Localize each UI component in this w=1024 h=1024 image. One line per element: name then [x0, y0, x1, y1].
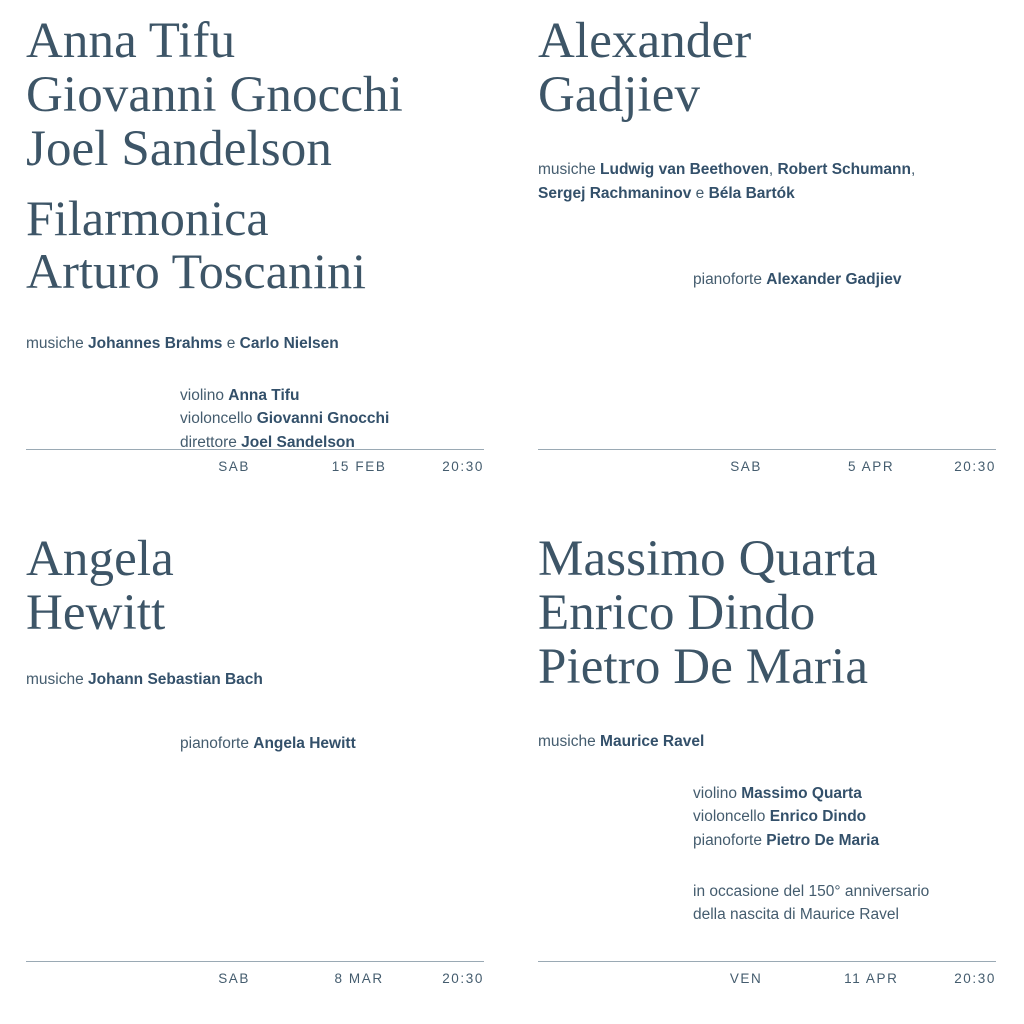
performer-role: violoncello [693, 808, 770, 826]
concert-footer-1 [26, 449, 484, 474]
note-line: in occasione del 150° anniversario [693, 882, 930, 900]
composers-names: Ludwig van Beethoven, Robert Schumann, Sergej Rachmaninov e Béla Bartók [538, 161, 916, 203]
musiche-label: musiche [538, 161, 601, 179]
concert-title-3 [26, 532, 484, 640]
composers-line-4 [538, 730, 996, 754]
composers-names: Johann Sebastian Bach [88, 671, 263, 689]
performer-name: Massimo Quarta [741, 785, 862, 803]
divider [538, 449, 996, 450]
musiche-label: musiche [26, 671, 89, 689]
composers-line-3 [26, 668, 484, 692]
title-line: Gadjiev [538, 67, 701, 124]
concert-title-2 [538, 14, 996, 122]
concert-footer-3 [26, 961, 484, 986]
performer-name: Joel Sandelson [241, 433, 355, 451]
concert-footer-4 [538, 961, 996, 986]
composers-line-2 [538, 158, 958, 206]
concert-ensemble-1 [26, 192, 484, 298]
performer-row [693, 268, 996, 291]
date-value: 5 APR [847, 459, 895, 474]
title-line: Alexander [538, 13, 752, 69]
performer-row [693, 829, 996, 852]
title-line: Giovanni Gnocchi [26, 67, 403, 124]
performer-name: Angela Hewitt [253, 735, 356, 753]
title-line: Arturo Toscanini [26, 243, 367, 300]
title-line: Joel Sandelson [26, 121, 332, 178]
performer-name: Pietro De Maria [766, 831, 880, 849]
performers-list-4 [693, 782, 996, 852]
concert-title-1 [26, 14, 484, 176]
title-line: Pietro De Maria [538, 639, 869, 696]
performer-row [180, 732, 484, 755]
performer-row [693, 782, 996, 805]
performer-name: Alexander Gadjiev [766, 271, 902, 289]
performer-name: Giovanni Gnocchi [256, 410, 390, 428]
date-day: VEN [729, 971, 763, 986]
anniversary-note-4 [693, 880, 996, 927]
performer-role: pianoforte [693, 831, 767, 849]
performers-list-3 [180, 732, 484, 755]
concert-card-1[interactable] [0, 0, 512, 512]
title-line: Enrico Dindo [538, 585, 816, 642]
dateline-2 [538, 459, 996, 474]
date-time: 20:30 [442, 459, 484, 474]
concert-card-2[interactable] [512, 0, 1024, 512]
performer-role: violoncello [180, 410, 257, 428]
divider [26, 449, 484, 450]
title-line: Anna Tifu [26, 13, 236, 69]
performer-role: direttore [180, 433, 242, 451]
date-time: 20:30 [954, 971, 996, 986]
date-time: 20:30 [954, 459, 996, 474]
title-line: Angela [26, 531, 174, 587]
performer-role: pianoforte [180, 735, 254, 753]
divider [538, 961, 996, 962]
date-time: 20:30 [442, 971, 484, 986]
musiche-label: musiche [26, 335, 89, 353]
dateline-4 [538, 971, 996, 986]
composers-names: Maurice Ravel [600, 733, 705, 751]
title-line: Filarmonica [26, 190, 269, 247]
concert-card-3[interactable] [0, 512, 512, 1024]
dateline-3 [26, 971, 484, 986]
performer-row [180, 384, 484, 407]
date-value: 15 FEB [331, 459, 387, 474]
dateline-1 [26, 459, 484, 474]
performers-list-2 [693, 268, 996, 291]
performer-role: violino [693, 785, 742, 803]
performer-role: violino [180, 387, 229, 405]
date-day: SAB [218, 459, 251, 474]
title-line: Massimo Quarta [538, 531, 878, 587]
performer-name: Anna Tifu [228, 387, 300, 405]
date-day: SAB [218, 971, 251, 986]
performers-list-1 [180, 384, 484, 454]
performer-row [180, 407, 484, 430]
performer-role: pianoforte [693, 271, 767, 289]
concert-title-4 [538, 532, 996, 694]
date-day: SAB [730, 459, 763, 474]
note-line: della nascita di Maurice Ravel [693, 906, 899, 924]
date-value: 11 APR [844, 971, 899, 986]
title-line: Hewitt [26, 585, 166, 642]
composers-line-1 [26, 332, 484, 356]
composers-names: Johannes Brahms e Carlo Nielsen [88, 335, 339, 353]
musiche-label: musiche [538, 733, 601, 751]
performer-name: Enrico Dindo [769, 808, 867, 826]
performer-row [693, 805, 996, 828]
date-value: 8 MAR [334, 971, 384, 986]
concert-footer-2 [538, 449, 996, 474]
concert-card-4[interactable] [512, 512, 1024, 1024]
divider [26, 961, 484, 962]
